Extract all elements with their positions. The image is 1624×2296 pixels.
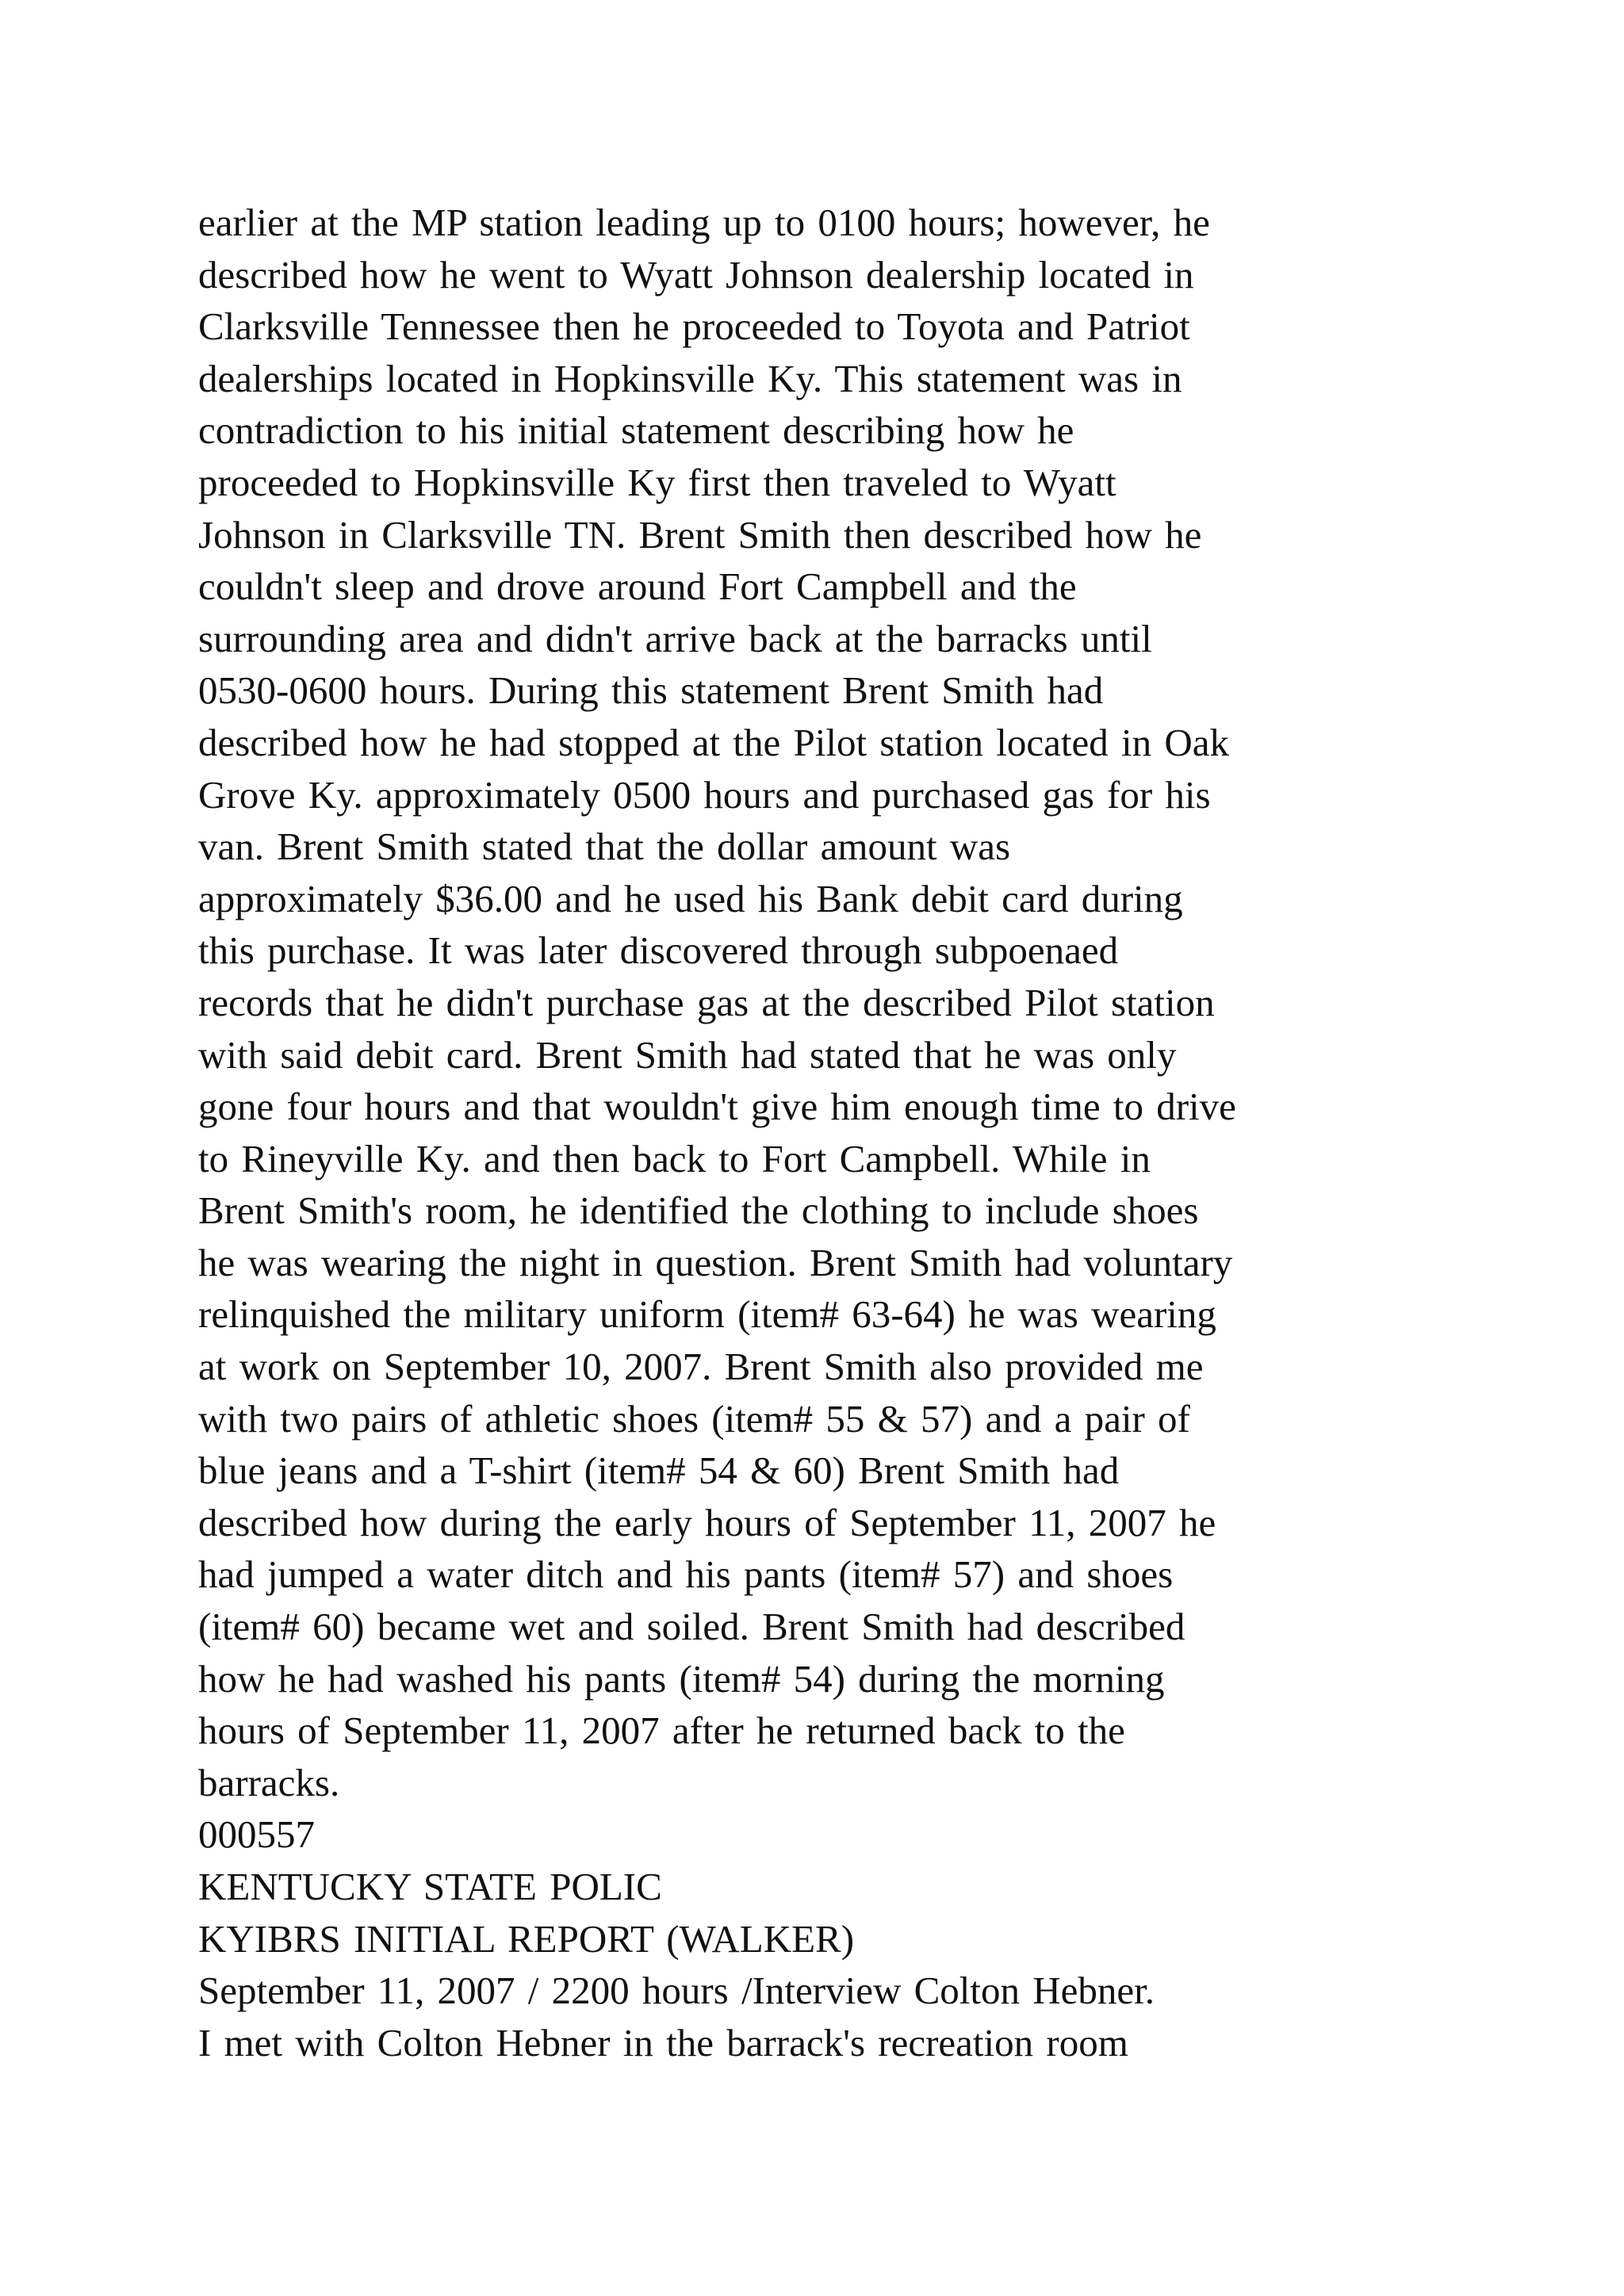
body-line: relinquished the military uniform (item# 63-64) he was wearing <box>198 1292 1216 1337</box>
body-line: described how he went to Wyatt Johnson dealership located in <box>198 252 1194 297</box>
body-line: barracks. <box>198 1760 340 1804</box>
interview-heading: September 11, 2007 / 2200 hours /Interview Colton Hebner. <box>198 1969 1155 2013</box>
body-line: had jumped a water ditch and his pants (item# 57) and shoes <box>198 1552 1174 1597</box>
body-line: described how he had stopped at the Pilot station located in Oak <box>198 720 1230 764</box>
body-line: he was wearing the night in question. Brent Smith had voluntary <box>198 1240 1233 1284</box>
body-line: gone four hours and that wouldn't give him enough time to drive <box>198 1085 1236 1129</box>
body-line: this purchase. It was later discovered through subpoenaed <box>198 928 1119 973</box>
body-line: Grove Ky. approximately 0500 hours and purchased gas for his <box>198 772 1211 817</box>
body-line: Clarksville Tennessee then he proceeded to Toyota and Patriot <box>198 304 1190 349</box>
body-line: approximately $36.00 and he used his Bank debit card during <box>198 876 1183 920</box>
body-line: with said debit card. Brent Smith had stated that he was only <box>198 1032 1177 1077</box>
body-line: proceeded to Hopkinsville Ky first then traveled to Wyatt <box>198 460 1116 504</box>
report-heading: KYIBRS INITIAL REPORT (WALKER) <box>198 1916 855 1961</box>
body-line: 0530-0600 hours. During this statement Brent Smith had <box>198 668 1104 713</box>
body-line: Brent Smith's room, he identified the clothing to include shoes <box>198 1188 1199 1233</box>
body-line: contradiction to his initial statement describing how he <box>198 408 1074 453</box>
body-line: described how during the early hours of September 11, 2007 he <box>198 1500 1216 1544</box>
body-line: at work on September 10, 2007. Brent Smith also provided me <box>198 1345 1204 1389</box>
body-line: earlier at the MP station leading up to 0100 hours; however, he <box>198 201 1210 244</box>
page-number: 000557 <box>198 1812 315 1857</box>
body-line: to Rineyville Ky. and then back to Fort Campbell. While in <box>198 1136 1151 1181</box>
body-line: surrounding area and didn't arrive back at the barracks until <box>198 616 1152 660</box>
body-line: hours of September 11, 2007 after he returned back to the <box>198 1709 1125 1753</box>
body-line: dealerships located in Hopkinsville Ky. This statement was in <box>198 356 1182 400</box>
body-line: van. Brent Smith stated that the dollar amount was <box>198 825 1011 869</box>
body-line: I met with Colton Hebner in the barrack's recreation room <box>198 2020 1128 2064</box>
body-line: Johnson in Clarksville TN. Brent Smith then described how he <box>198 512 1202 557</box>
body-line: with two pairs of athletic shoes (item# 55 & 57) and a pair of <box>198 1396 1190 1441</box>
body-line: couldn't sleep and drove around Fort Campbell and the <box>198 564 1077 609</box>
body-line: how he had washed his pants (item# 54) during the morning <box>198 1656 1165 1701</box>
agency-heading: KENTUCKY STATE POLIC <box>198 1865 662 1908</box>
document-body <box>198 197 1562 2068</box>
body-line: (item# 60) became wet and soiled. Brent Smith had described <box>198 1605 1185 1649</box>
body-line: records that he didn't purchase gas at the described Pilot station <box>198 980 1215 1024</box>
body-line: blue jeans and a T-shirt (item# 54 & 60) Brent Smith had <box>198 1448 1120 1493</box>
